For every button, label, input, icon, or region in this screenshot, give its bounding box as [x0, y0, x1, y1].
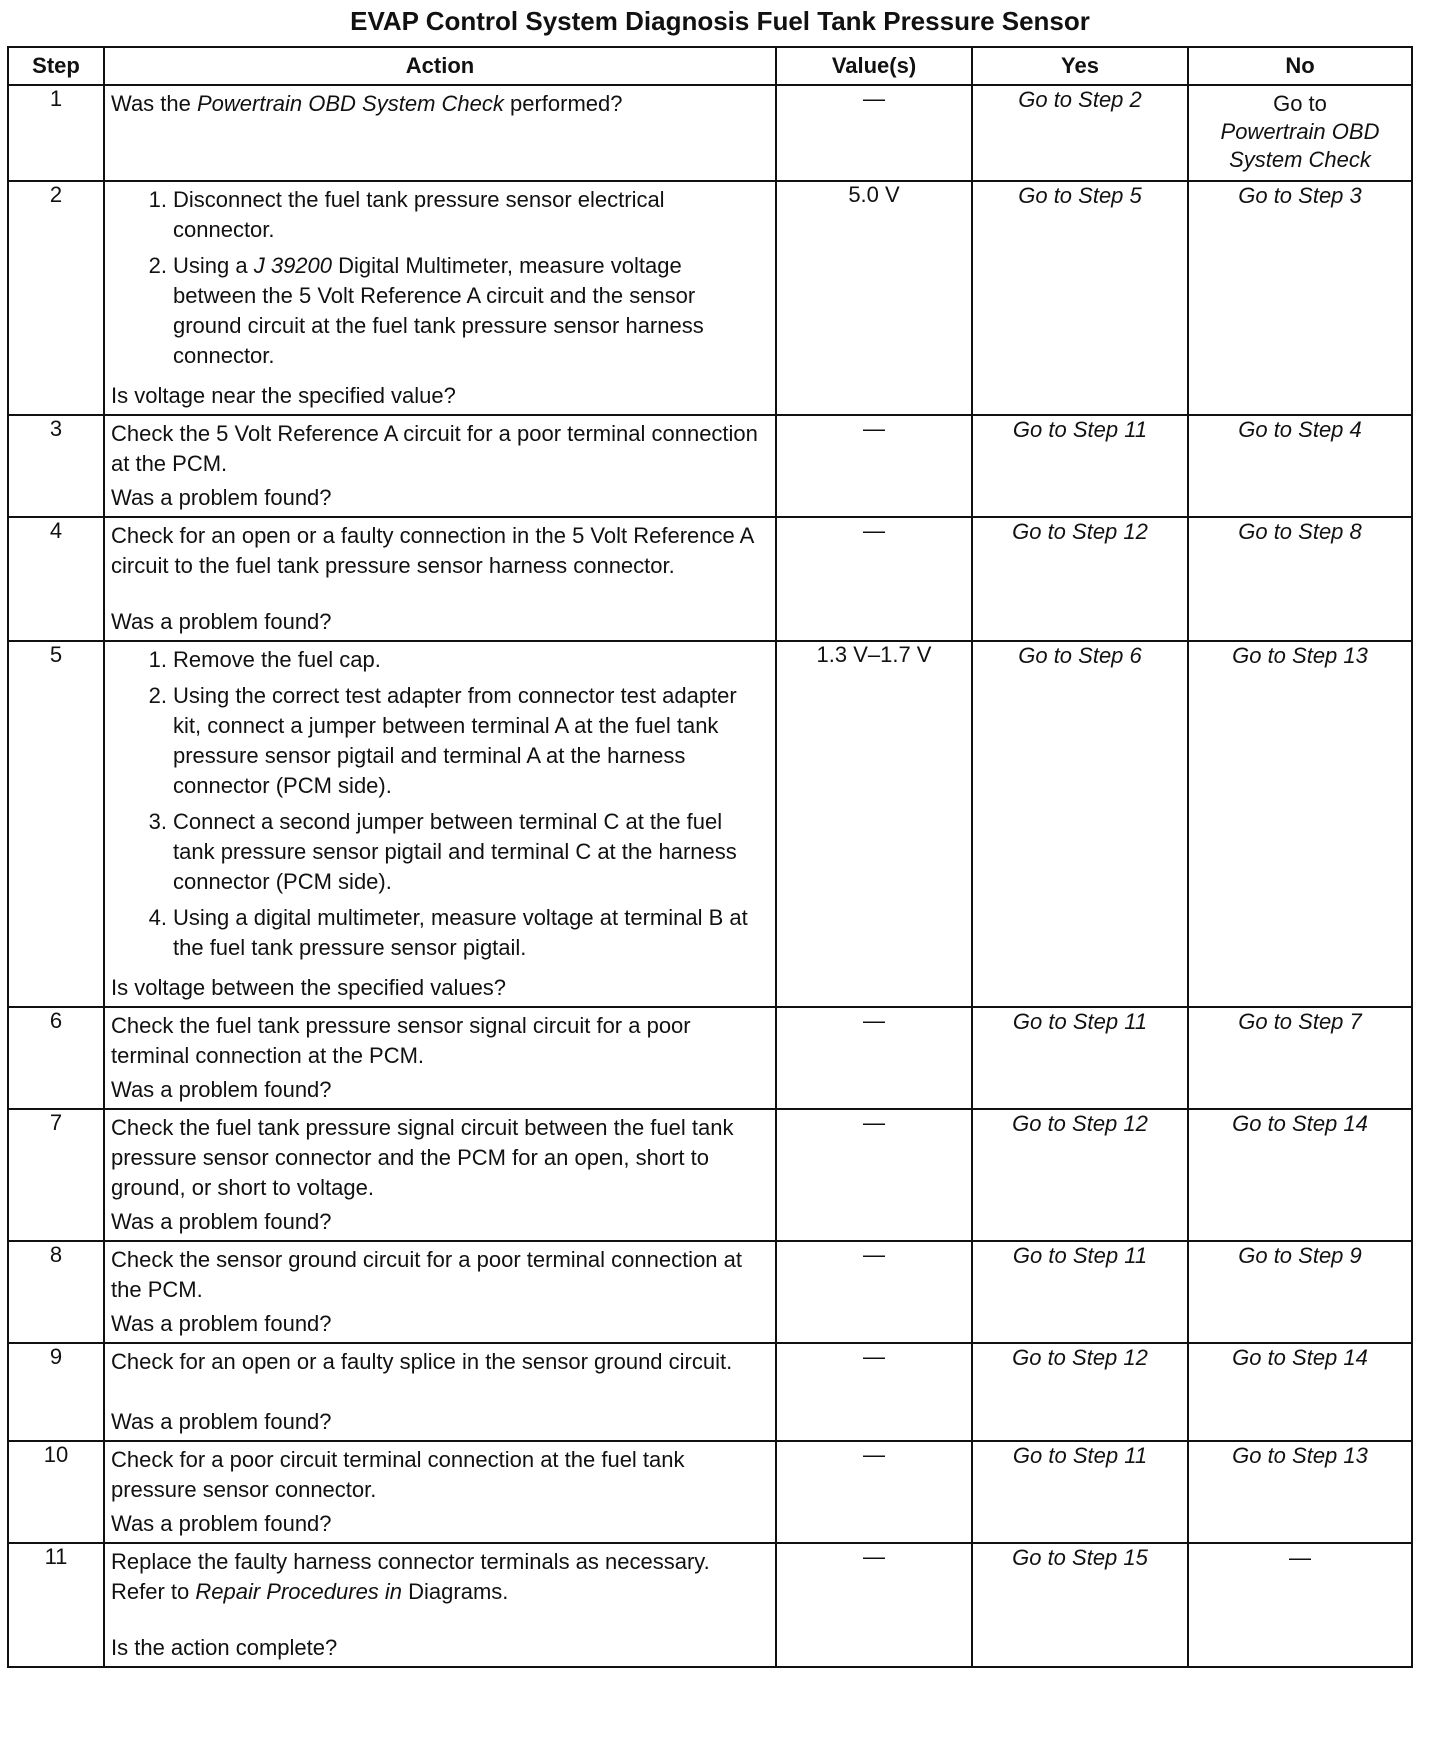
value-cell: — [776, 85, 972, 181]
action-text: Diagrams. [402, 1579, 509, 1604]
action-cell [104, 1343, 776, 1441]
substep-number: 2. [148, 253, 167, 278]
no-cell-line: — [1289, 1545, 1311, 1570]
table-row [8, 1543, 1412, 1667]
action-question: Was a problem found? [111, 1077, 332, 1102]
action-text: Using the correct test adapter from connector test adapter kit, connect a jumper between terminal A at the fuel tank pressure sensor pigtail and terminal A at the harness connector (PCM side). [173, 683, 737, 798]
substep-item [139, 185, 769, 245]
step-number: 2 [8, 181, 104, 415]
no-cell [1188, 517, 1412, 641]
action-text: Check for an open or a faulty connection in the 5 Volt Reference A circuit to the fuel tank pressure sensor harness connector. [111, 523, 754, 578]
no-cell [1188, 1007, 1412, 1109]
table-row [8, 1441, 1412, 1543]
action-cell [104, 415, 776, 517]
action-intro [111, 1347, 769, 1377]
yes-cell: Go to Step 11 [972, 1441, 1188, 1543]
action-question: Was a problem found? [111, 1511, 332, 1536]
action-question: Is voltage near the specified value? [111, 383, 456, 408]
italic-reference: Repair Procedures in [195, 1579, 403, 1604]
column-header-step: Step [8, 47, 104, 85]
yes-cell: Go to Step 15 [972, 1543, 1188, 1667]
header-row [8, 47, 1412, 85]
value-cell: — [776, 1241, 972, 1343]
substep-number: 3. [148, 809, 167, 834]
action-content [111, 1547, 769, 1663]
no-cell [1188, 181, 1412, 415]
no-cell-line: System Check [1229, 147, 1371, 172]
action-question: Is the action complete? [111, 1635, 338, 1660]
no-cell [1188, 1343, 1412, 1441]
yes-cell: Go to Step 12 [972, 1343, 1188, 1441]
no-cell-line: Go to Step 14 [1232, 1345, 1368, 1370]
action-body [111, 1245, 769, 1305]
table-row [8, 1109, 1412, 1241]
no-cell [1188, 641, 1412, 1007]
no-cell [1188, 415, 1412, 517]
action-content [111, 645, 769, 1003]
action-intro [111, 1011, 769, 1071]
action-text: Check the fuel tank pressure signal circuit between the fuel tank pressure sensor connector and the PCM for an open, short to ground, or short to voltage. [111, 1115, 734, 1200]
action-body [111, 521, 769, 581]
table-row [8, 1007, 1412, 1109]
step-number: 1 [8, 85, 104, 181]
value-cell: — [776, 1109, 972, 1241]
action-cell [104, 85, 776, 181]
table-row [8, 641, 1412, 1007]
action-cell [104, 1109, 776, 1241]
action-intro [111, 521, 769, 581]
step-number: 8 [8, 1241, 104, 1343]
diagnostic-table [7, 46, 1413, 1668]
action-question: Was a problem found? [111, 1209, 332, 1234]
table-row [8, 415, 1412, 517]
action-question: Was a problem found? [111, 609, 332, 634]
yes-cell: Go to Step 12 [972, 517, 1188, 641]
no-cell-line: Go to Step 8 [1238, 519, 1362, 544]
substep-number: 4. [148, 905, 167, 930]
action-content [111, 89, 769, 177]
value-cell: — [776, 517, 972, 641]
action-text: performed? [503, 91, 623, 116]
action-body [111, 1347, 769, 1377]
table-row [8, 181, 1412, 415]
action-text: Check the sensor ground circuit for a poor terminal connection at the PCM. [111, 1247, 742, 1302]
yes-cell: Go to Step 11 [972, 1241, 1188, 1343]
action-intro [111, 1113, 769, 1203]
step-number: 4 [8, 517, 104, 641]
action-intro [111, 1547, 769, 1607]
value-cell: 5.0 V [776, 181, 972, 415]
step-number: 6 [8, 1007, 104, 1109]
action-question: Was a problem found? [111, 1409, 332, 1434]
substep-item [139, 645, 769, 675]
action-content [111, 521, 769, 637]
yes-cell: Go to Step 5 [972, 181, 1188, 415]
action-cell [104, 1007, 776, 1109]
value-cell: — [776, 1441, 972, 1543]
column-header-value: Value(s) [776, 47, 972, 85]
step-number: 11 [8, 1543, 104, 1667]
action-content [111, 1011, 769, 1105]
action-text: Remove the fuel cap. [173, 647, 381, 672]
action-text: Using a digital multimeter, measure voltage at terminal B at the fuel tank pressure sensor pigtail. [173, 905, 748, 960]
action-content [111, 1347, 769, 1437]
no-cell [1188, 1543, 1412, 1667]
table-row [8, 1241, 1412, 1343]
action-text: Check for an open or a faulty splice in the sensor ground circuit. [111, 1349, 733, 1374]
action-body [111, 89, 769, 119]
substep-item [139, 251, 769, 371]
action-cell [104, 181, 776, 415]
step-number: 9 [8, 1343, 104, 1441]
document-title: EVAP Control System Diagnosis Fuel Tank Pressure Sensor [350, 6, 1090, 36]
value-cell: — [776, 415, 972, 517]
action-content [111, 1245, 769, 1339]
action-text: Disconnect the fuel tank pressure sensor electrical connector. [173, 187, 665, 242]
action-text: Using a [173, 253, 254, 278]
action-cell [104, 1241, 776, 1343]
action-text: Check for a poor circuit terminal connection at the fuel tank pressure sensor connector. [111, 1447, 685, 1502]
action-body [111, 1547, 769, 1607]
step-number: 10 [8, 1441, 104, 1543]
value-cell: 1.3 V–1.7 V [776, 641, 972, 1007]
no-cell-line: Powertrain OBD [1220, 119, 1380, 144]
action-cell [104, 1441, 776, 1543]
yes-cell: Go to Step 12 [972, 1109, 1188, 1241]
action-body [111, 419, 769, 479]
no-cell-line: Go to Step 14 [1232, 1111, 1368, 1136]
action-body [111, 185, 769, 377]
substep-number: 1. [148, 187, 167, 212]
step-number: 3 [8, 415, 104, 517]
action-content [111, 419, 769, 513]
action-text: Digital Multimeter, measure voltage between the 5 Volt Reference A circuit and the sensor ground circuit at the fuel tank pressure sensor harness connector. [173, 253, 704, 368]
no-cell [1188, 1441, 1412, 1543]
column-header-action: Action [104, 47, 776, 85]
value-cell: — [776, 1343, 972, 1441]
no-cell-line: Go to Step 3 [1238, 183, 1362, 208]
yes-cell: Go to Step 11 [972, 1007, 1188, 1109]
column-header-yes: Yes [972, 47, 1188, 85]
substep-list [111, 645, 769, 963]
action-intro [111, 1445, 769, 1505]
no-cell [1188, 1109, 1412, 1241]
action-text: Check the fuel tank pressure sensor signal circuit for a poor terminal connection at the PCM. [111, 1013, 691, 1068]
action-cell [104, 517, 776, 641]
action-body [111, 1113, 769, 1203]
step-number: 7 [8, 1109, 104, 1241]
action-content [111, 185, 769, 411]
action-question: Is voltage between the specified values? [111, 975, 507, 1000]
no-cell [1188, 85, 1412, 181]
column-header-no: No [1188, 47, 1412, 85]
action-body [111, 1011, 769, 1071]
action-text: Was the [111, 91, 197, 116]
substep-item [139, 681, 769, 801]
action-cell [104, 1543, 776, 1667]
substep-number: 1. [148, 647, 167, 672]
action-intro [111, 419, 769, 479]
no-cell [1188, 1241, 1412, 1343]
no-cell-line: Go to [1273, 91, 1327, 116]
no-cell-line: Go to Step 13 [1232, 1443, 1368, 1468]
substep-item [139, 903, 769, 963]
action-content [111, 1113, 769, 1237]
action-intro [111, 89, 769, 119]
table-body [8, 85, 1412, 1667]
action-intro [111, 1245, 769, 1305]
no-cell-line: Go to Step 9 [1238, 1243, 1362, 1268]
table-row [8, 1343, 1412, 1441]
action-question: Was a problem found? [111, 485, 332, 510]
no-cell-line: Go to Step 7 [1238, 1009, 1362, 1034]
action-body [111, 645, 769, 969]
yes-cell: Go to Step 11 [972, 415, 1188, 517]
table-row [8, 85, 1412, 181]
action-cell [104, 641, 776, 1007]
action-text: Replace the faulty harness connector terminals as necessary. Refer to [111, 1549, 710, 1604]
value-cell: — [776, 1007, 972, 1109]
substep-number: 2. [148, 683, 167, 708]
table-row [8, 517, 1412, 641]
action-body [111, 1445, 769, 1505]
no-cell-line: Go to Step 13 [1232, 643, 1368, 668]
yes-cell: Go to Step 6 [972, 641, 1188, 1007]
action-text: Connect a second jumper between terminal C at the fuel tank pressure sensor pigtail and terminal C at the harness connector (PCM side). [173, 809, 737, 894]
italic-reference: J 39200 [253, 253, 333, 278]
yes-cell: Go to Step 2 [972, 85, 1188, 181]
step-number: 5 [8, 641, 104, 1007]
value-cell: — [776, 1543, 972, 1667]
italic-reference: Powertrain OBD System Check [197, 91, 504, 116]
no-cell-line: Go to Step 4 [1238, 417, 1362, 442]
action-content [111, 1445, 769, 1539]
substep-item [139, 807, 769, 897]
action-text: Check the 5 Volt Reference A circuit for a poor terminal connection at the PCM. [111, 421, 758, 476]
action-question: Was a problem found? [111, 1311, 332, 1336]
substep-list [111, 185, 769, 371]
